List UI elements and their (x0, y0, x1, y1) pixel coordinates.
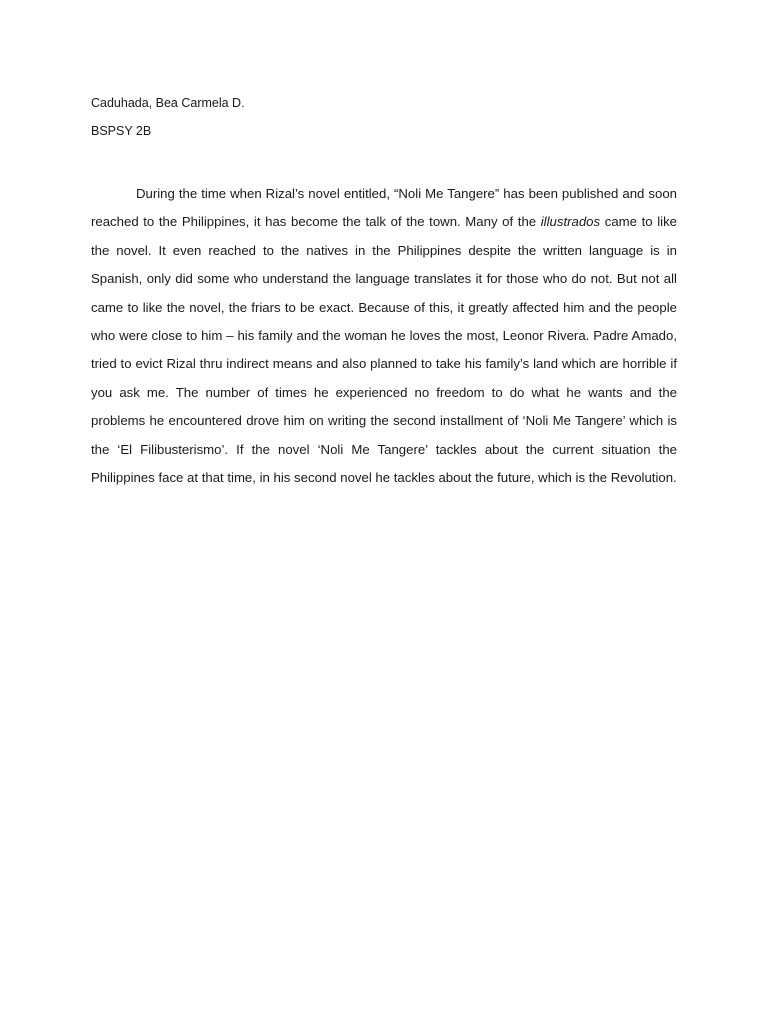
author-name: Caduhada, Bea Carmela D. (91, 96, 245, 110)
paragraph-text-part-1: During the time when Rizal’s novel entitled, “Noli Me Tangere” has been published and soon reached to the Philippines, it has become the talk of the town. Many of the (91, 186, 677, 230)
paragraph-text-part-2: came to like the novel. It even reached to the natives in the Philippines despite the written language is in Spanish, only did some who understand the language translates it for those who do not. But not all came to like the novel, the friars to be exact. Because of this, it greatly affected him and the people who were close to him – his family and the woman he loves the most, Leonor Rivera. Padre Amado, tried to evict Rizal thru indirect means and also planned to take his family’s land which are horrible if you ask me. The number of times he experienced no freedom to do what he wants and the problems he encountered drove him on writing the second installment of ‘Noli Me Tangere’ which is the ‘El Filibusterismo’. If the novel ‘Noli Me Tangere’ tackles about the current situation the Philippines face at that time, in his second novel he tackles about the future, which is the Revolution. (91, 214, 677, 486)
paragraph-emphasis: illustrados (540, 214, 601, 230)
essay-paragraph (91, 180, 677, 492)
class-section: BSPSY 2B (91, 124, 152, 138)
